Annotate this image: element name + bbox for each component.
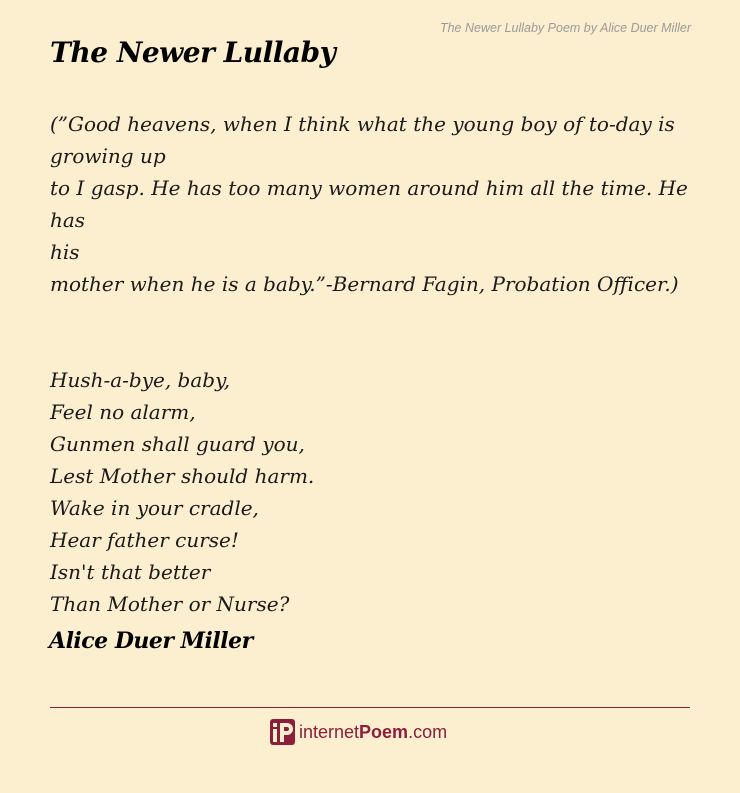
poem-line: Feel no alarm, xyxy=(50,400,196,424)
poem-line: mother when he is a baby.”-Bernard Fagin, Probation Officer.) xyxy=(50,272,679,296)
poem-line: (”Good heavens, when I think what the young boy of to-day is xyxy=(50,112,675,136)
brand-suffix: .com xyxy=(408,721,448,742)
poem-body xyxy=(50,108,690,620)
poem-line: Than Mother or Nurse? xyxy=(50,592,290,616)
poem-line: his xyxy=(50,240,80,264)
footer-divider xyxy=(50,707,690,708)
internetpoem-logo-icon xyxy=(270,719,295,745)
poem-line: Hear father curse! xyxy=(50,528,239,552)
poem-line: Isn't that better xyxy=(50,560,211,584)
header-credit: The Newer Lullaby Poem by Alice Duer Miller xyxy=(439,21,691,35)
brand-bold: Poem xyxy=(359,721,409,742)
poem-line: Wake in your cradle, xyxy=(50,496,259,520)
poem-author: Alice Duer Miller xyxy=(49,628,253,654)
poem-line: growing up xyxy=(50,144,166,168)
poem-line xyxy=(50,300,690,332)
footer-brand-link[interactable] xyxy=(270,718,447,746)
poem-line: Hush-a-bye, baby, xyxy=(50,368,231,392)
poem-line: to I gasp. He has too many women around him all the time. He has xyxy=(50,176,688,232)
poem-line xyxy=(50,332,690,364)
poem-line: Lest Mother should harm. xyxy=(50,464,315,488)
brand-prefix: internet xyxy=(299,721,360,742)
poem-title: The Newer Lullaby xyxy=(50,36,336,69)
poem-line: Gunmen shall guard you, xyxy=(50,432,305,456)
